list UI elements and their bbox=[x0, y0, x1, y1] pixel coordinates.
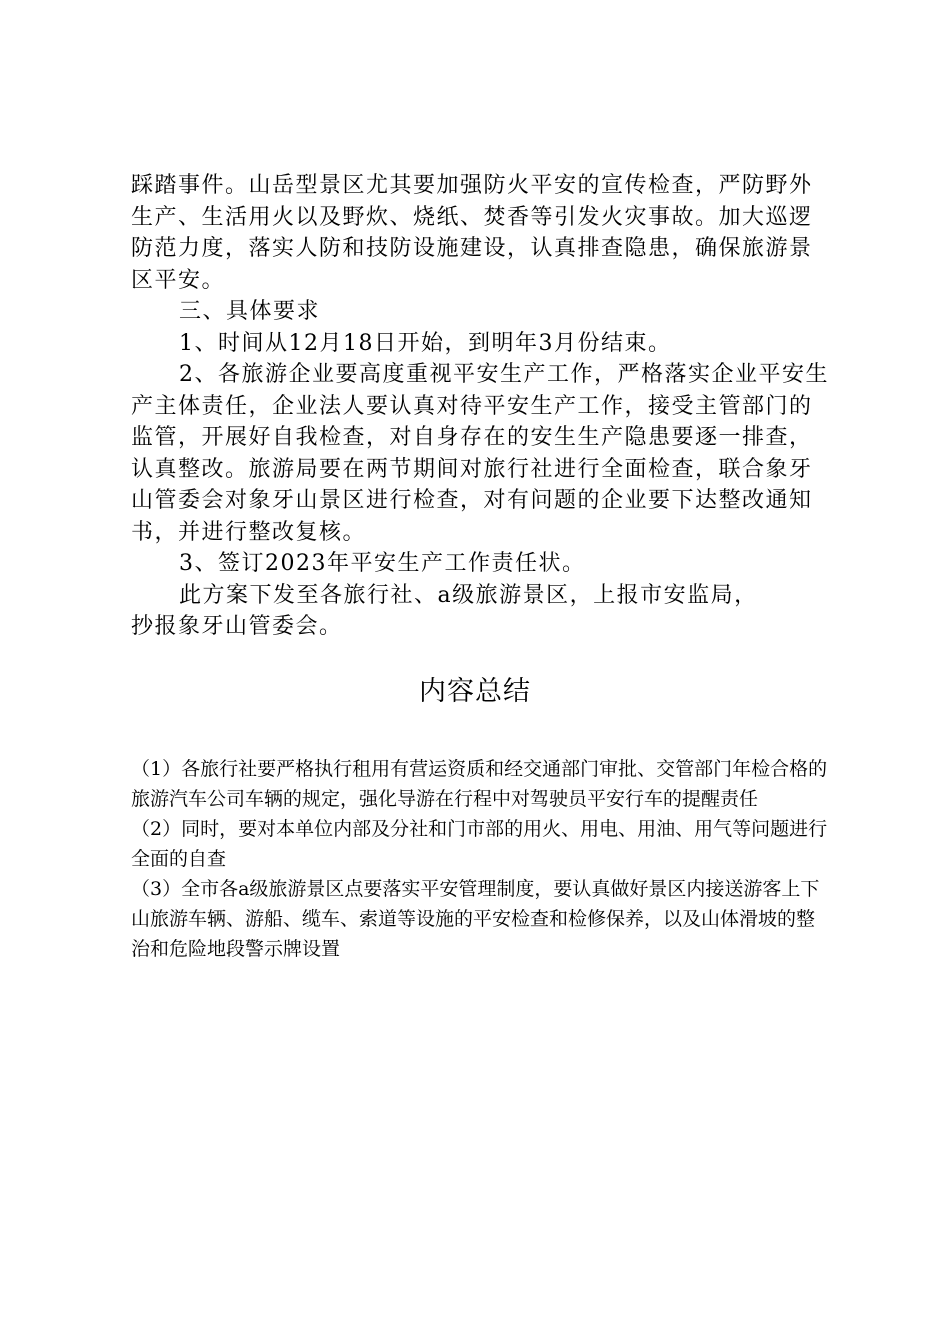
summary-title: 内容总结 bbox=[419, 676, 531, 707]
document-body bbox=[131, 170, 831, 643]
requirement-item-2: 2、各旅游企业要高度重视平安生产工作，严格落实企业平安生产主体责任，企业法人要认真对待平安生产工作，接受主管部门的监管，开展好自我检查，对自身存在的安生生产隐患要逐一排查，认真整改。旅游局要在两节期间对旅行社进行全面检查，联合象牙山管委会对象牙山景区进行检查，对有问题的企业要下达整改通知书，并进行整改复核。 bbox=[131, 362, 829, 545]
summary-item-1: （1）各旅行社要严格执行租用有营运资质和经交通部门审批、交管部门年检合格的旅游汽车公司车辆的规定，强化导游在行程中对驾驶员平安行车的提醒责任 bbox=[131, 758, 828, 810]
summary-item-3: （3）全市各a级旅游景区点要落实平安管理制度，要认真做好景区内接送游客上下山旅游车辆、游船、缆车、索道等设施的平安检查和检修保养，以及山体滑坡的整治和危险地段警示牌设置 bbox=[131, 878, 820, 960]
summary-item-2: （2）同时，要对本单位内部及分社和门市部的用火、用电、用油、用气等问题进行全面的自查 bbox=[131, 818, 828, 870]
paragraph-fire-safety: 踩踏事件。山岳型景区尤其要加强防火平安的宣传检查，严防野外生产、生活用火以及野炊、烧纸、焚香等引发火灾事故。加大巡逻防范力度，落实人防和技防设施建设，认真排查隐患，确保旅游景区平安。 bbox=[131, 173, 813, 293]
requirement-item-3: 3、签订2023年平安生产工作责任状。 bbox=[179, 551, 586, 576]
section-heading-requirements: 三、具体要求 bbox=[179, 299, 321, 324]
requirement-item-1: 1、时间从12月18日开始，到明年3月份结束。 bbox=[179, 330, 672, 356]
closing-line-1: 此方案下发至各旅行社、a级旅游景区，上报市安监局， bbox=[179, 582, 758, 608]
summary-list bbox=[131, 754, 831, 964]
closing-line-2: 抄报象牙山管委会。 bbox=[131, 614, 343, 639]
